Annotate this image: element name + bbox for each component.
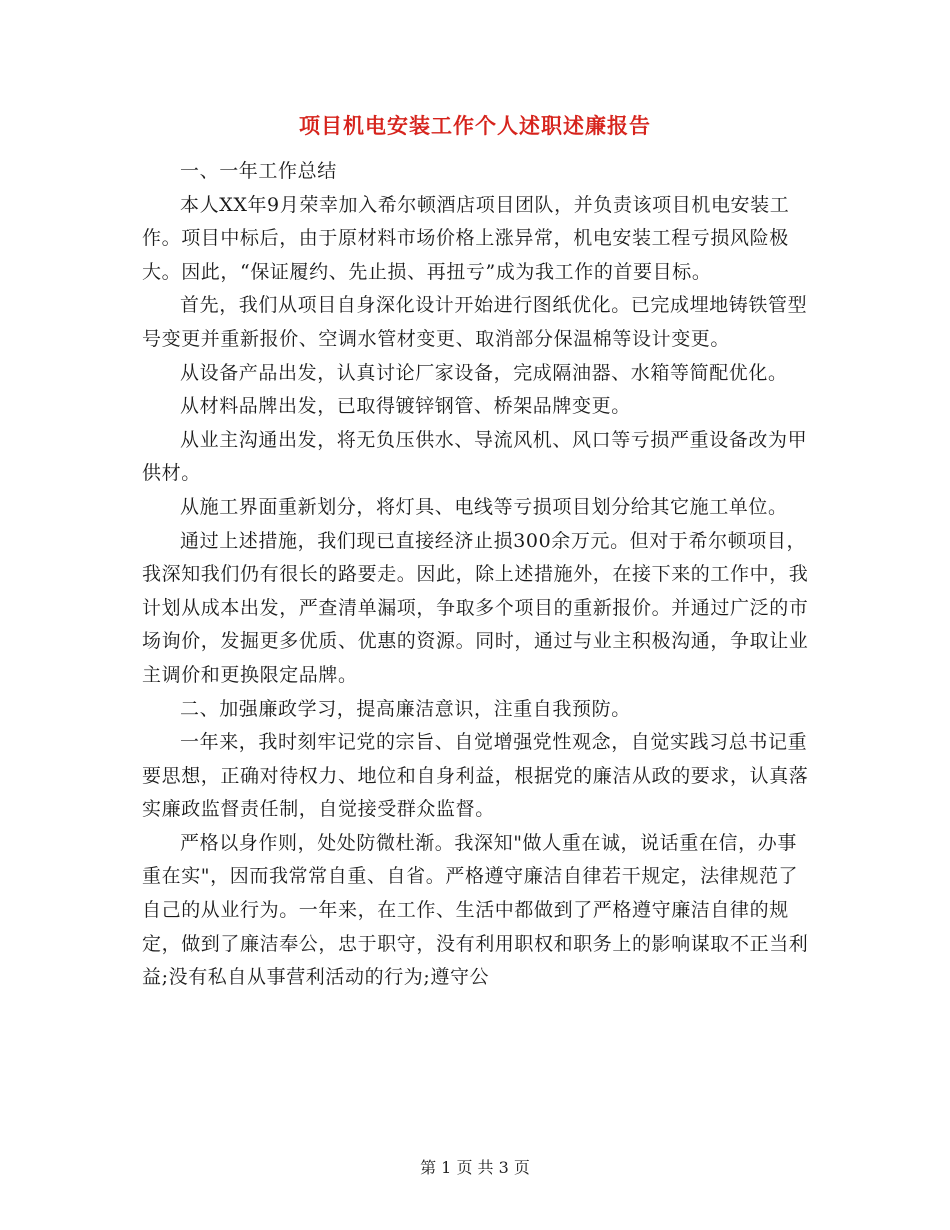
section-heading-2: 二、加强廉政学习，提高廉洁意识，注重自我预防。: [180, 697, 631, 720]
paragraph: 从材料品牌出发，已取得镀锌钢管、桥架品牌变更。: [180, 395, 631, 418]
paragraph: 本人XX年9月荣幸加入希尔顿酒店项目团队，并负责该项目机电安装工作。项目中标后，由于原材料市场价格上涨异常，机电安装工程亏损风险极大。因此，“保证履约、先止损、再扭亏”成为我工作的首要目标。: [142, 193, 790, 283]
document-body: [142, 155, 810, 995]
document-title: 项目机电安装工作个人述职述廉报告: [299, 113, 651, 138]
paragraph: 一年来，我时刻牢记党的宗旨、自觉增强党性观念，自觉实践习总书记重要思想，正确对待权力、地位和自身利益，根据党的廉洁从政的要求，认真落实廉政监督责任制，自觉接受群众监督。: [142, 731, 809, 821]
page-footer: 第 1 页 共 3 页: [420, 1158, 530, 1177]
paragraph: 严格以身作则，处处防微杜渐。我深知"做人重在诚，说话重在信，办事重在实"，因而我常常自重、自省。严格遵守廉洁自律若干规定，法律规范了自己的从业行为。一年来，在工作、生活中都做到了严格遵守廉洁自律的规定，做到了廉洁奉公，忠于职守，没有利用职权和职务上的影响谋取不正当利益;没有私自从事营利活动的行为;遵守公: [142, 831, 809, 989]
paragraph: 首先，我们从项目自身深化设计开始进行图纸优化。已完成埋地铸铁管型号变更并重新报价、空调水管材变更、取消部分保温棉等设计变更。: [142, 294, 808, 350]
paragraph: 通过上述措施，我们现已直接经济止损300余万元。但对于希尔顿项目，我深知我们仍有很长的路要走。因此，除上述措施外，在接下来的工作中，我计划从成本出发，严查清单漏项，争取多个项目的重新报价。并通过广泛的市场询价，发掘更多优质、优惠的资源。同时，通过与业主积极沟通，争取让业主调价和更换限定品牌。: [142, 529, 809, 686]
section-heading-1: 一、一年工作总结: [180, 160, 337, 182]
paragraph: 从业主沟通出发，将无负压供水、导流风机、风口等亏损严重设备改为甲供材。: [142, 428, 808, 485]
paragraph: 从设备产品出发，认真讨论厂家设备，完成隔油器、水箱等简配优化。: [180, 361, 788, 384]
paragraph: 从施工界面重新划分，将灯具、电线等亏损项目划分给其它施工单位。: [180, 495, 788, 518]
